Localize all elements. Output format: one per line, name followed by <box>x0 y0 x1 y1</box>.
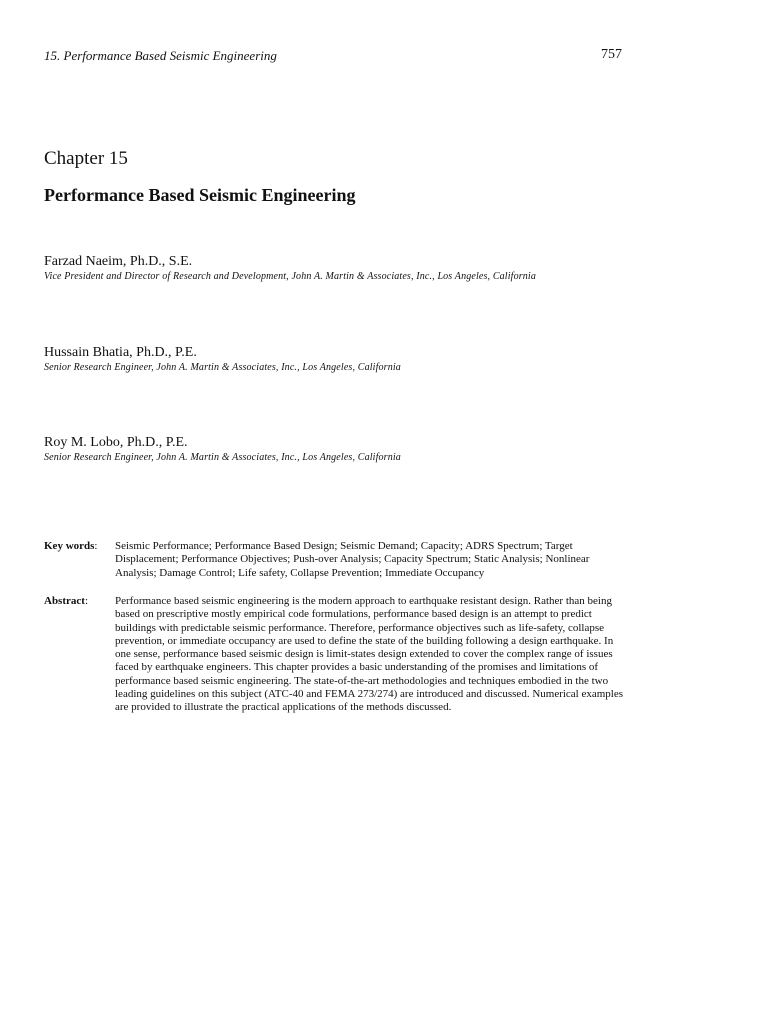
author-affiliation: Senior Research Engineer, John A. Martin & Associates, Inc., Los Angeles, California <box>44 362 401 373</box>
chapter-title: Performance Based Seismic Engineering <box>44 185 356 205</box>
keywords-text: Seismic Performance; Performance Based Design; Seismic Demand; Capacity; ADRS Spectrum; Target Displacement; Performance Objectives; Push-over Analysis; Capacity Spectrum; Static Analysis; Nonlinear Analysis; Damage Control; Life safety, Collapse Prevention; Immediate Occupancy <box>115 540 590 579</box>
abstract-text: Performance based seismic engineering is the modern approach to earthquake resistant design. Rather than being based on prescriptive mostly empirical code formulations, performance based design is an attempt to predict buildings with predictable seismic performance. Therefore, performance objectives such as life-safety, collapse prevention, or immediate occupancy are used to define the state of the building following a design earthquake. In one sense, performance based seismic design is limit-states design extended to cover the complex range of issues faced by earthquake engineers. This chapter provides a basic understanding of the promises and limitations of performance based seismic engineering. The state-of-the-art methodologies and techniques embodied in the two leading guidelines on this subject (ATC-40 and FEMA 273/274) are introduced and discussed. Numerical examples are provided to illustrate the practical applications of the methods discussed. <box>115 595 624 714</box>
author-block <box>44 253 684 283</box>
keywords-label-wrap <box>44 540 97 553</box>
keywords-label: Key words <box>44 540 95 552</box>
author-affiliation: Vice President and Director of Research and Development, John A. Martin & Associates, Inc., Los Angeles, California <box>44 271 536 282</box>
author-block <box>44 434 684 464</box>
chapter-label: Chapter 15 <box>44 148 128 169</box>
author-block <box>44 344 684 374</box>
author-affiliation: Senior Research Engineer, John A. Martin & Associates, Inc., Los Angeles, California <box>44 452 401 463</box>
abstract-label-wrap <box>44 595 88 608</box>
keywords-colon: : <box>94 540 98 552</box>
author-name: Roy M. Lobo, Ph.D., P.E. <box>44 435 188 450</box>
author-name: Hussain Bhatia, Ph.D., P.E. <box>44 345 197 360</box>
abstract-label: Abstract <box>44 595 85 607</box>
author-name: Farzad Naeim, Ph.D., S.E. <box>44 254 193 269</box>
running-header-title: 15. Performance Based Seismic Engineering <box>44 48 277 63</box>
page-number: 757 <box>601 47 622 62</box>
abstract-colon: : <box>84 595 88 607</box>
